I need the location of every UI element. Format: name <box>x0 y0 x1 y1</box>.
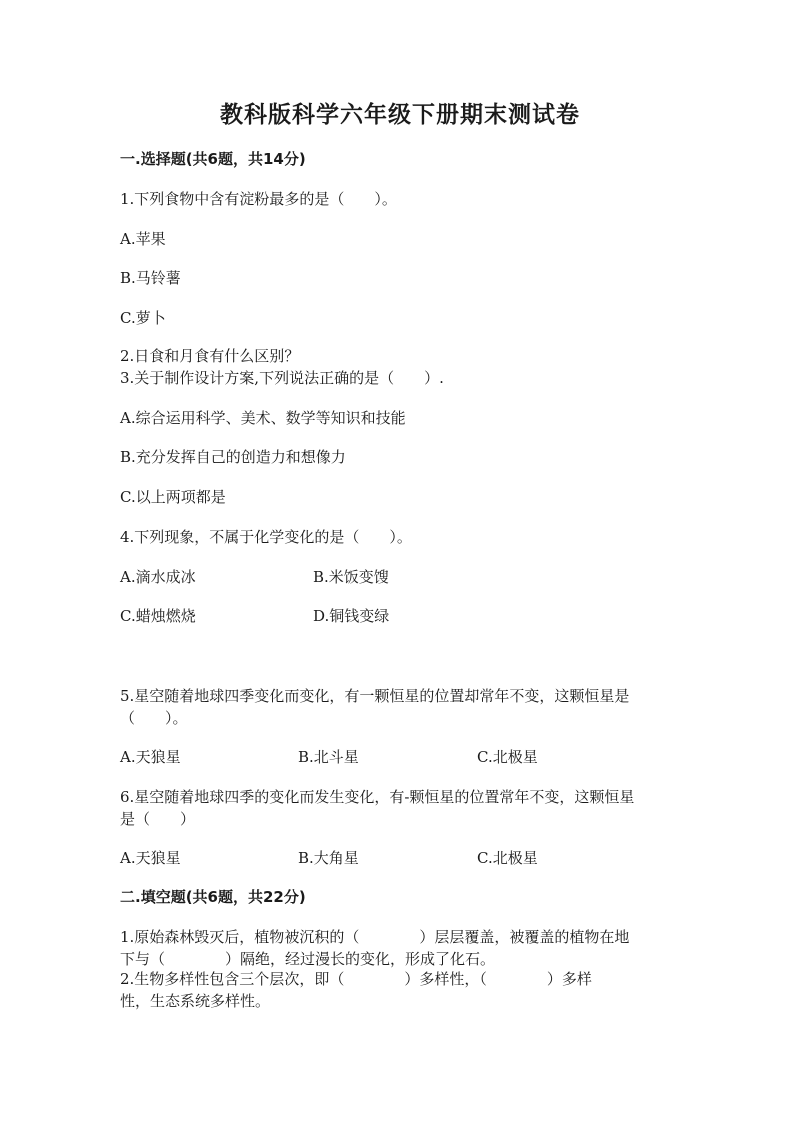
question-6-stem-line-2: 是（ ） <box>120 810 196 828</box>
fill-question-2-line-2: 性，生态系统多样性。 <box>120 992 271 1010</box>
question-3-option-b: B.充分发挥自己的创造力和想像力 <box>120 448 346 466</box>
question-3-stem: 3.关于制作设计方案,下列说法正确的是（ ）. <box>120 369 444 387</box>
question-6-option-a: A.天狼星 <box>120 849 181 867</box>
question-4-stem: 4.下列现象，不属于化学变化的是（ ）。 <box>120 528 412 546</box>
question-6-option-c: C.北极星 <box>477 849 538 867</box>
question-4-option-b: B.米饭变馊 <box>313 568 389 586</box>
fill-question-1-line-1: 1.原始森林毁灭后，植物被沉积的（ ）层层覆盖，被覆盖的植物在地 <box>120 928 630 946</box>
page-title: 教科版科学六年级下册期末测试卷 <box>220 101 580 128</box>
section-heading-fill-blank: 二.填空题(共6题，共22分) <box>120 888 306 906</box>
question-1-option-a: A.苹果 <box>120 230 166 248</box>
question-3-option-a: A.综合运用科学、美术、数学等知识和技能 <box>120 409 406 427</box>
question-4-option-a: A.滴水成冰 <box>120 568 196 586</box>
question-4-options-row-2 <box>120 605 700 627</box>
question-6-stem-line-1: 6.星空随着地球四季的变化而发生变化，有-颗恒星的位置常年不变，这颗恒星 <box>120 788 635 806</box>
question-1-option-c: C.萝卜 <box>120 309 166 327</box>
question-5-stem-line-2: （ ）。 <box>120 709 188 727</box>
question-5-option-b: B.北斗星 <box>298 748 359 766</box>
question-5-option-c: C.北极星 <box>477 748 538 766</box>
question-6-option-b: B.大角星 <box>298 849 359 867</box>
question-5-options-row <box>120 746 700 768</box>
question-4-option-c: C.蜡烛燃烧 <box>120 607 196 625</box>
question-4-option-d: D.铜钱变绿 <box>313 607 390 625</box>
section-heading-choice: 一.选择题(共6题，共14分) <box>120 150 306 168</box>
question-5-option-a: A.天狼星 <box>120 748 181 766</box>
question-3-option-c: C.以上两项都是 <box>120 488 226 506</box>
question-1-stem: 1.下列食物中含有淀粉最多的是（ ）。 <box>120 190 397 208</box>
question-4-options-row-1 <box>120 566 700 588</box>
fill-question-1-line-2: 下与（ ）隔绝，经过漫长的变化，形成了化石。 <box>120 950 496 968</box>
question-6-options-row <box>120 847 700 869</box>
fill-question-2-line-1: 2.生物多样性包含三个层次，即（ ）多样性，（ ）多样 <box>120 970 592 988</box>
question-2-stem: 2.日食和月食有什么区别？ <box>120 347 300 365</box>
question-1-option-b: B.马铃薯 <box>120 269 181 287</box>
question-5-stem-line-1: 5.星空随着地球四季变化而变化，有一颗恒星的位置却常年不变，这颗恒星是 <box>120 687 630 705</box>
